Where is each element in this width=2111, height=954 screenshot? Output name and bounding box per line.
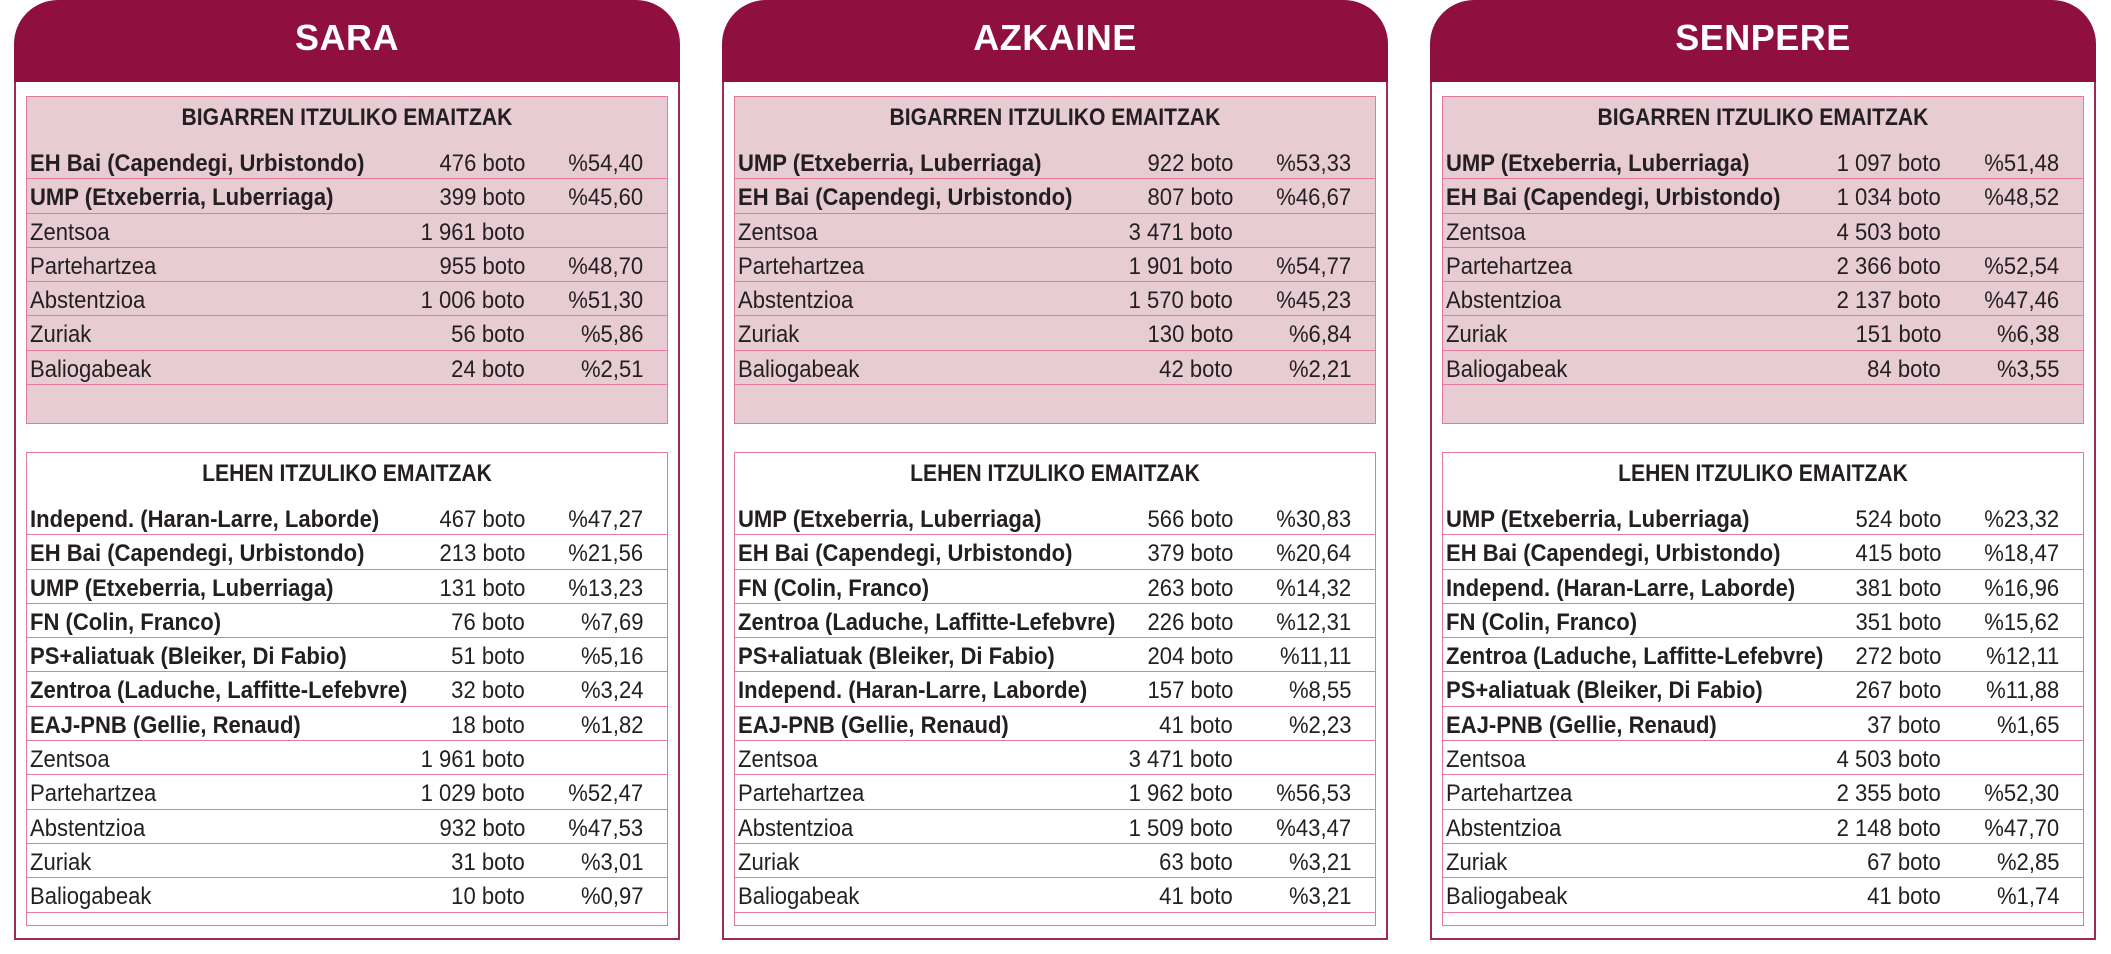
result-percentage: %20,64 (1276, 540, 1351, 568)
column-title: AZKAINE (722, 0, 1388, 82)
result-label: Zentroa (Laduche, Laffitte-Lefebvre) (738, 608, 1116, 636)
column-azkaine (722, 0, 1388, 942)
result-votes: 56 boto (451, 321, 525, 349)
result-label: Independ. (Haran-Larre, Laborde) (738, 677, 1088, 705)
result-row (27, 501, 667, 535)
result-votes: 2 366 boto (1836, 252, 1941, 280)
result-votes: 524 boto (1855, 506, 1941, 533)
result-row (27, 351, 667, 385)
result-row (27, 672, 667, 706)
result-row (1443, 672, 2083, 706)
result-votes: 37 boto (1867, 711, 1941, 739)
result-percentage: %12,31 (1276, 608, 1351, 636)
result-votes: 1 961 boto (420, 218, 525, 246)
result-votes: 41 boto (1867, 883, 1941, 911)
result-votes: 213 boto (439, 540, 525, 568)
result-percentage: %18,47 (1984, 540, 2059, 568)
result-label: Zentsoa (738, 746, 818, 774)
result-votes: 2 355 boto (1836, 780, 1941, 808)
result-row (735, 535, 1375, 569)
result-percentage: %6,38 (1996, 321, 2059, 349)
result-row (735, 214, 1375, 248)
result-percentage: %5,86 (580, 321, 643, 349)
result-percentage: %1,65 (1996, 711, 2059, 739)
result-percentage: %53,33 (1276, 150, 1351, 177)
result-votes: 51 boto (451, 643, 525, 671)
result-row (1443, 775, 2083, 809)
result-label: FN (Colin, Franco) (30, 608, 222, 636)
result-row (1443, 282, 2083, 316)
result-percentage: %56,53 (1276, 780, 1351, 808)
result-votes: 10 boto (451, 883, 525, 911)
result-votes: 1 006 boto (420, 287, 525, 315)
result-label: Abstentzioa (1446, 287, 1562, 315)
result-percentage: %43,47 (1276, 814, 1351, 842)
result-row (735, 672, 1375, 706)
result-percentage: %6,84 (1288, 321, 1351, 349)
column-senpere (1430, 0, 2096, 942)
result-label: PS+aliatuak (Bleiker, Di Fabio) (738, 643, 1055, 671)
result-votes: 467 boto (439, 506, 525, 533)
first-round-section (1442, 452, 2084, 926)
result-label: Partehartzea (1446, 252, 1573, 280)
result-row (1443, 248, 2083, 282)
result-percentage: %3,21 (1288, 848, 1351, 876)
result-votes: 76 boto (451, 608, 525, 636)
result-votes: 67 boto (1867, 848, 1941, 876)
result-percentage: %54,40 (568, 150, 643, 177)
result-label: Baliogabeak (738, 355, 860, 383)
result-votes: 130 boto (1147, 321, 1233, 349)
result-percentage: %1,82 (580, 711, 643, 739)
result-percentage: %51,48 (1984, 150, 2059, 177)
result-label: Independ. (Haran-Larre, Laborde) (30, 506, 380, 533)
result-votes: 1 509 boto (1128, 814, 1233, 842)
results-table (735, 501, 1375, 913)
result-row (1443, 501, 2083, 535)
result-votes: 379 boto (1147, 540, 1233, 568)
result-votes: 226 boto (1147, 608, 1233, 636)
result-percentage: %47,27 (568, 506, 643, 533)
result-percentage: %21,56 (568, 540, 643, 568)
result-row (735, 878, 1375, 912)
result-votes: 267 boto (1855, 677, 1941, 705)
result-percentage: %11,88 (1985, 677, 2059, 705)
result-percentage: %2,51 (580, 355, 643, 383)
result-votes: 263 boto (1147, 574, 1233, 602)
result-votes: 32 boto (451, 677, 525, 705)
result-row (1443, 351, 2083, 385)
result-percentage: %3,01 (580, 848, 643, 876)
result-percentage: %52,30 (1984, 780, 2059, 808)
result-label: Baliogabeak (30, 355, 152, 383)
result-row (1443, 145, 2083, 179)
result-row (1443, 214, 2083, 248)
result-label: Zentsoa (738, 218, 818, 246)
result-votes: 566 boto (1147, 506, 1233, 533)
result-label: PS+aliatuak (Bleiker, Di Fabio) (30, 643, 347, 671)
result-row (735, 145, 1375, 179)
result-label: UMP (Etxeberria, Luberriaga) (1446, 506, 1750, 533)
result-row (735, 638, 1375, 672)
result-row (1443, 179, 2083, 213)
result-row (1443, 707, 2083, 741)
result-row (1443, 638, 2083, 672)
result-percentage: %2,23 (1288, 711, 1351, 739)
result-percentage: %52,47 (568, 780, 643, 808)
result-row (27, 707, 667, 741)
result-row (27, 741, 667, 775)
result-votes: 4 503 boto (1836, 746, 1941, 774)
column-title: SARA (14, 0, 680, 82)
result-row (735, 810, 1375, 844)
result-row (1443, 741, 2083, 775)
result-percentage: %16,96 (1984, 574, 2059, 602)
result-votes: 1 901 boto (1128, 252, 1233, 280)
result-label: EH Bai (Capendegi, Urbistondo) (738, 540, 1073, 568)
result-label: Independ. (Haran-Larre, Laborde) (1446, 574, 1796, 602)
result-votes: 18 boto (451, 711, 525, 739)
result-row (735, 248, 1375, 282)
result-votes: 955 boto (439, 252, 525, 280)
result-percentage: %52,54 (1984, 252, 2059, 280)
result-label: Zentroa (Laduche, Laffitte-Lefebvre) (30, 677, 408, 705)
result-percentage: %47,70 (1984, 814, 2059, 842)
result-row (735, 282, 1375, 316)
results-table (27, 145, 667, 385)
result-row (735, 316, 1375, 350)
result-label: Partehartzea (30, 252, 157, 280)
result-percentage: %54,77 (1276, 252, 1351, 280)
result-row (27, 535, 667, 569)
result-votes: 41 boto (1159, 883, 1233, 911)
result-label: Zuriak (30, 848, 92, 876)
result-label: EH Bai (Capendegi, Urbistondo) (738, 184, 1073, 212)
result-votes: 1 097 boto (1836, 150, 1941, 177)
result-label: Baliogabeak (738, 883, 860, 911)
result-row (27, 248, 667, 282)
result-label: UMP (Etxeberria, Luberriaga) (738, 150, 1042, 177)
result-row (735, 775, 1375, 809)
result-row (735, 179, 1375, 213)
result-label: UMP (Etxeberria, Luberriaga) (30, 184, 334, 212)
result-row (735, 570, 1375, 604)
section-title: LEHEN ITZULIKO EMAITZAK (202, 460, 492, 487)
result-label: Partehartzea (738, 780, 865, 808)
result-votes: 2 148 boto (1836, 814, 1941, 842)
section-title: LEHEN ITZULIKO EMAITZAK (1618, 460, 1908, 487)
result-percentage: %3,55 (1996, 355, 2059, 383)
result-label: Abstentzioa (30, 287, 146, 315)
result-row (1443, 316, 2083, 350)
result-label: Zuriak (1446, 321, 1508, 349)
result-row (735, 741, 1375, 775)
result-votes: 31 boto (451, 848, 525, 876)
results-table (1443, 501, 2083, 913)
result-label: FN (Colin, Franco) (738, 574, 930, 602)
results-table (1443, 145, 2083, 385)
result-row (27, 878, 667, 912)
result-percentage: %46,67 (1276, 184, 1351, 212)
result-percentage: %8,55 (1288, 677, 1351, 705)
result-row (27, 810, 667, 844)
first-round-section (26, 452, 668, 926)
result-votes: 381 boto (1855, 574, 1941, 602)
result-percentage: %2,21 (1288, 355, 1351, 383)
result-percentage: %48,52 (1984, 184, 2059, 212)
result-row (735, 604, 1375, 638)
result-label: Baliogabeak (1446, 355, 1568, 383)
result-label: EH Bai (Capendegi, Urbistondo) (30, 540, 365, 568)
result-percentage: %14,32 (1276, 574, 1351, 602)
result-votes: 1 570 boto (1128, 287, 1233, 315)
result-label: Partehartzea (30, 780, 157, 808)
result-percentage: %23,32 (1984, 506, 2059, 533)
result-label: UMP (Etxeberria, Luberriaga) (738, 506, 1042, 533)
result-percentage: %0,97 (580, 883, 643, 911)
result-row (27, 638, 667, 672)
second-round-section (734, 96, 1376, 424)
result-votes: 399 boto (439, 184, 525, 212)
result-label: Zentsoa (1446, 746, 1526, 774)
result-votes: 157 boto (1147, 677, 1233, 705)
result-label: EAJ-PNB (Gellie, Renaud) (738, 711, 1009, 739)
result-label: Abstentzioa (1446, 814, 1562, 842)
result-label: Baliogabeak (1446, 883, 1568, 911)
result-votes: 922 boto (1147, 150, 1233, 177)
result-row (27, 145, 667, 179)
result-votes: 2 137 boto (1836, 287, 1941, 315)
result-label: UMP (Etxeberria, Luberriaga) (30, 574, 334, 602)
result-percentage: %51,30 (568, 287, 643, 315)
result-row (735, 501, 1375, 535)
result-votes: 415 boto (1855, 540, 1941, 568)
first-round-section (734, 452, 1376, 926)
result-row (27, 604, 667, 638)
result-percentage: %48,70 (568, 252, 643, 280)
column-frame (722, 82, 1388, 940)
result-percentage: %5,16 (580, 643, 643, 671)
result-percentage: %3,24 (580, 677, 643, 705)
result-votes: 84 boto (1867, 355, 1941, 383)
result-percentage: %12,11 (1985, 643, 2059, 671)
result-label: Zuriak (30, 321, 92, 349)
result-percentage: %47,53 (568, 814, 643, 842)
second-round-section (1442, 96, 2084, 424)
result-row (1443, 810, 2083, 844)
result-row (1443, 878, 2083, 912)
result-votes: 1 034 boto (1836, 184, 1941, 212)
result-votes: 807 boto (1147, 184, 1233, 212)
result-votes: 131 boto (439, 574, 525, 602)
column-frame (14, 82, 680, 940)
result-row (27, 316, 667, 350)
result-label: EAJ-PNB (Gellie, Renaud) (1446, 711, 1717, 739)
result-label: Abstentzioa (30, 814, 146, 842)
result-votes: 272 boto (1855, 643, 1941, 671)
result-label: Baliogabeak (30, 883, 152, 911)
section-title: BIGARREN ITZULIKO EMAITZAK (181, 104, 513, 131)
result-percentage: %3,21 (1288, 883, 1351, 911)
result-label: Zentroa (Laduche, Laffitte-Lefebvre) (1446, 643, 1824, 671)
result-percentage: %13,23 (568, 574, 643, 602)
results-table (735, 145, 1375, 385)
result-votes: 476 boto (439, 150, 525, 177)
result-label: FN (Colin, Franco) (1446, 608, 1638, 636)
result-votes: 1 029 boto (420, 780, 525, 808)
column-sara (14, 0, 680, 942)
result-row (27, 844, 667, 878)
section-title: BIGARREN ITZULIKO EMAITZAK (889, 104, 1221, 131)
result-votes: 24 boto (451, 355, 525, 383)
result-percentage: %45,23 (1276, 287, 1351, 315)
result-votes: 1 962 boto (1128, 780, 1233, 808)
result-label: Abstentzioa (738, 814, 854, 842)
result-percentage: %47,46 (1984, 287, 2059, 315)
result-votes: 42 boto (1159, 355, 1233, 383)
result-label: Zuriak (738, 321, 800, 349)
result-row (1443, 844, 2083, 878)
result-row (27, 282, 667, 316)
result-votes: 204 boto (1147, 643, 1233, 671)
result-label: Zentsoa (30, 746, 110, 774)
result-percentage: %7,69 (580, 608, 643, 636)
section-title: LEHEN ITZULIKO EMAITZAK (910, 460, 1200, 487)
second-round-section (26, 96, 668, 424)
result-row (27, 570, 667, 604)
result-percentage: %1,74 (1996, 883, 2059, 911)
result-label: EAJ-PNB (Gellie, Renaud) (30, 711, 301, 739)
result-label: Zentsoa (1446, 218, 1526, 246)
result-votes: 3 471 boto (1128, 746, 1233, 774)
column-title: SENPERE (1430, 0, 2096, 82)
result-row (27, 214, 667, 248)
result-row (735, 351, 1375, 385)
result-label: Zuriak (738, 848, 800, 876)
result-votes: 4 503 boto (1836, 218, 1941, 246)
results-table (27, 501, 667, 913)
result-row (735, 844, 1375, 878)
result-label: EH Bai (Capendegi, Urbistondo) (30, 150, 365, 177)
result-label: EH Bai (Capendegi, Urbistondo) (1446, 540, 1781, 568)
result-label: Partehartzea (738, 252, 865, 280)
section-title: BIGARREN ITZULIKO EMAITZAK (1597, 104, 1929, 131)
result-label: Abstentzioa (738, 287, 854, 315)
result-votes: 932 boto (439, 814, 525, 842)
result-row (735, 707, 1375, 741)
column-frame (1430, 82, 2096, 940)
result-percentage: %2,85 (1996, 848, 2059, 876)
result-votes: 41 boto (1159, 711, 1233, 739)
result-votes: 3 471 boto (1128, 218, 1233, 246)
result-percentage: %45,60 (568, 184, 643, 212)
result-row (1443, 604, 2083, 638)
result-label: Partehartzea (1446, 780, 1573, 808)
result-votes: 1 961 boto (420, 746, 525, 774)
result-percentage: %15,62 (1984, 608, 2059, 636)
result-row (27, 775, 667, 809)
result-label: Zentsoa (30, 218, 110, 246)
result-label: UMP (Etxeberria, Luberriaga) (1446, 150, 1750, 177)
result-percentage: %30,83 (1276, 506, 1351, 533)
result-votes: 63 boto (1159, 848, 1233, 876)
result-percentage: %11,11 (1279, 643, 1351, 671)
result-votes: 151 boto (1855, 321, 1941, 349)
result-row (1443, 570, 2083, 604)
result-row (27, 179, 667, 213)
result-label: PS+aliatuak (Bleiker, Di Fabio) (1446, 677, 1763, 705)
result-label: Zuriak (1446, 848, 1508, 876)
result-votes: 351 boto (1855, 608, 1941, 636)
result-label: EH Bai (Capendegi, Urbistondo) (1446, 184, 1781, 212)
result-row (1443, 535, 2083, 569)
